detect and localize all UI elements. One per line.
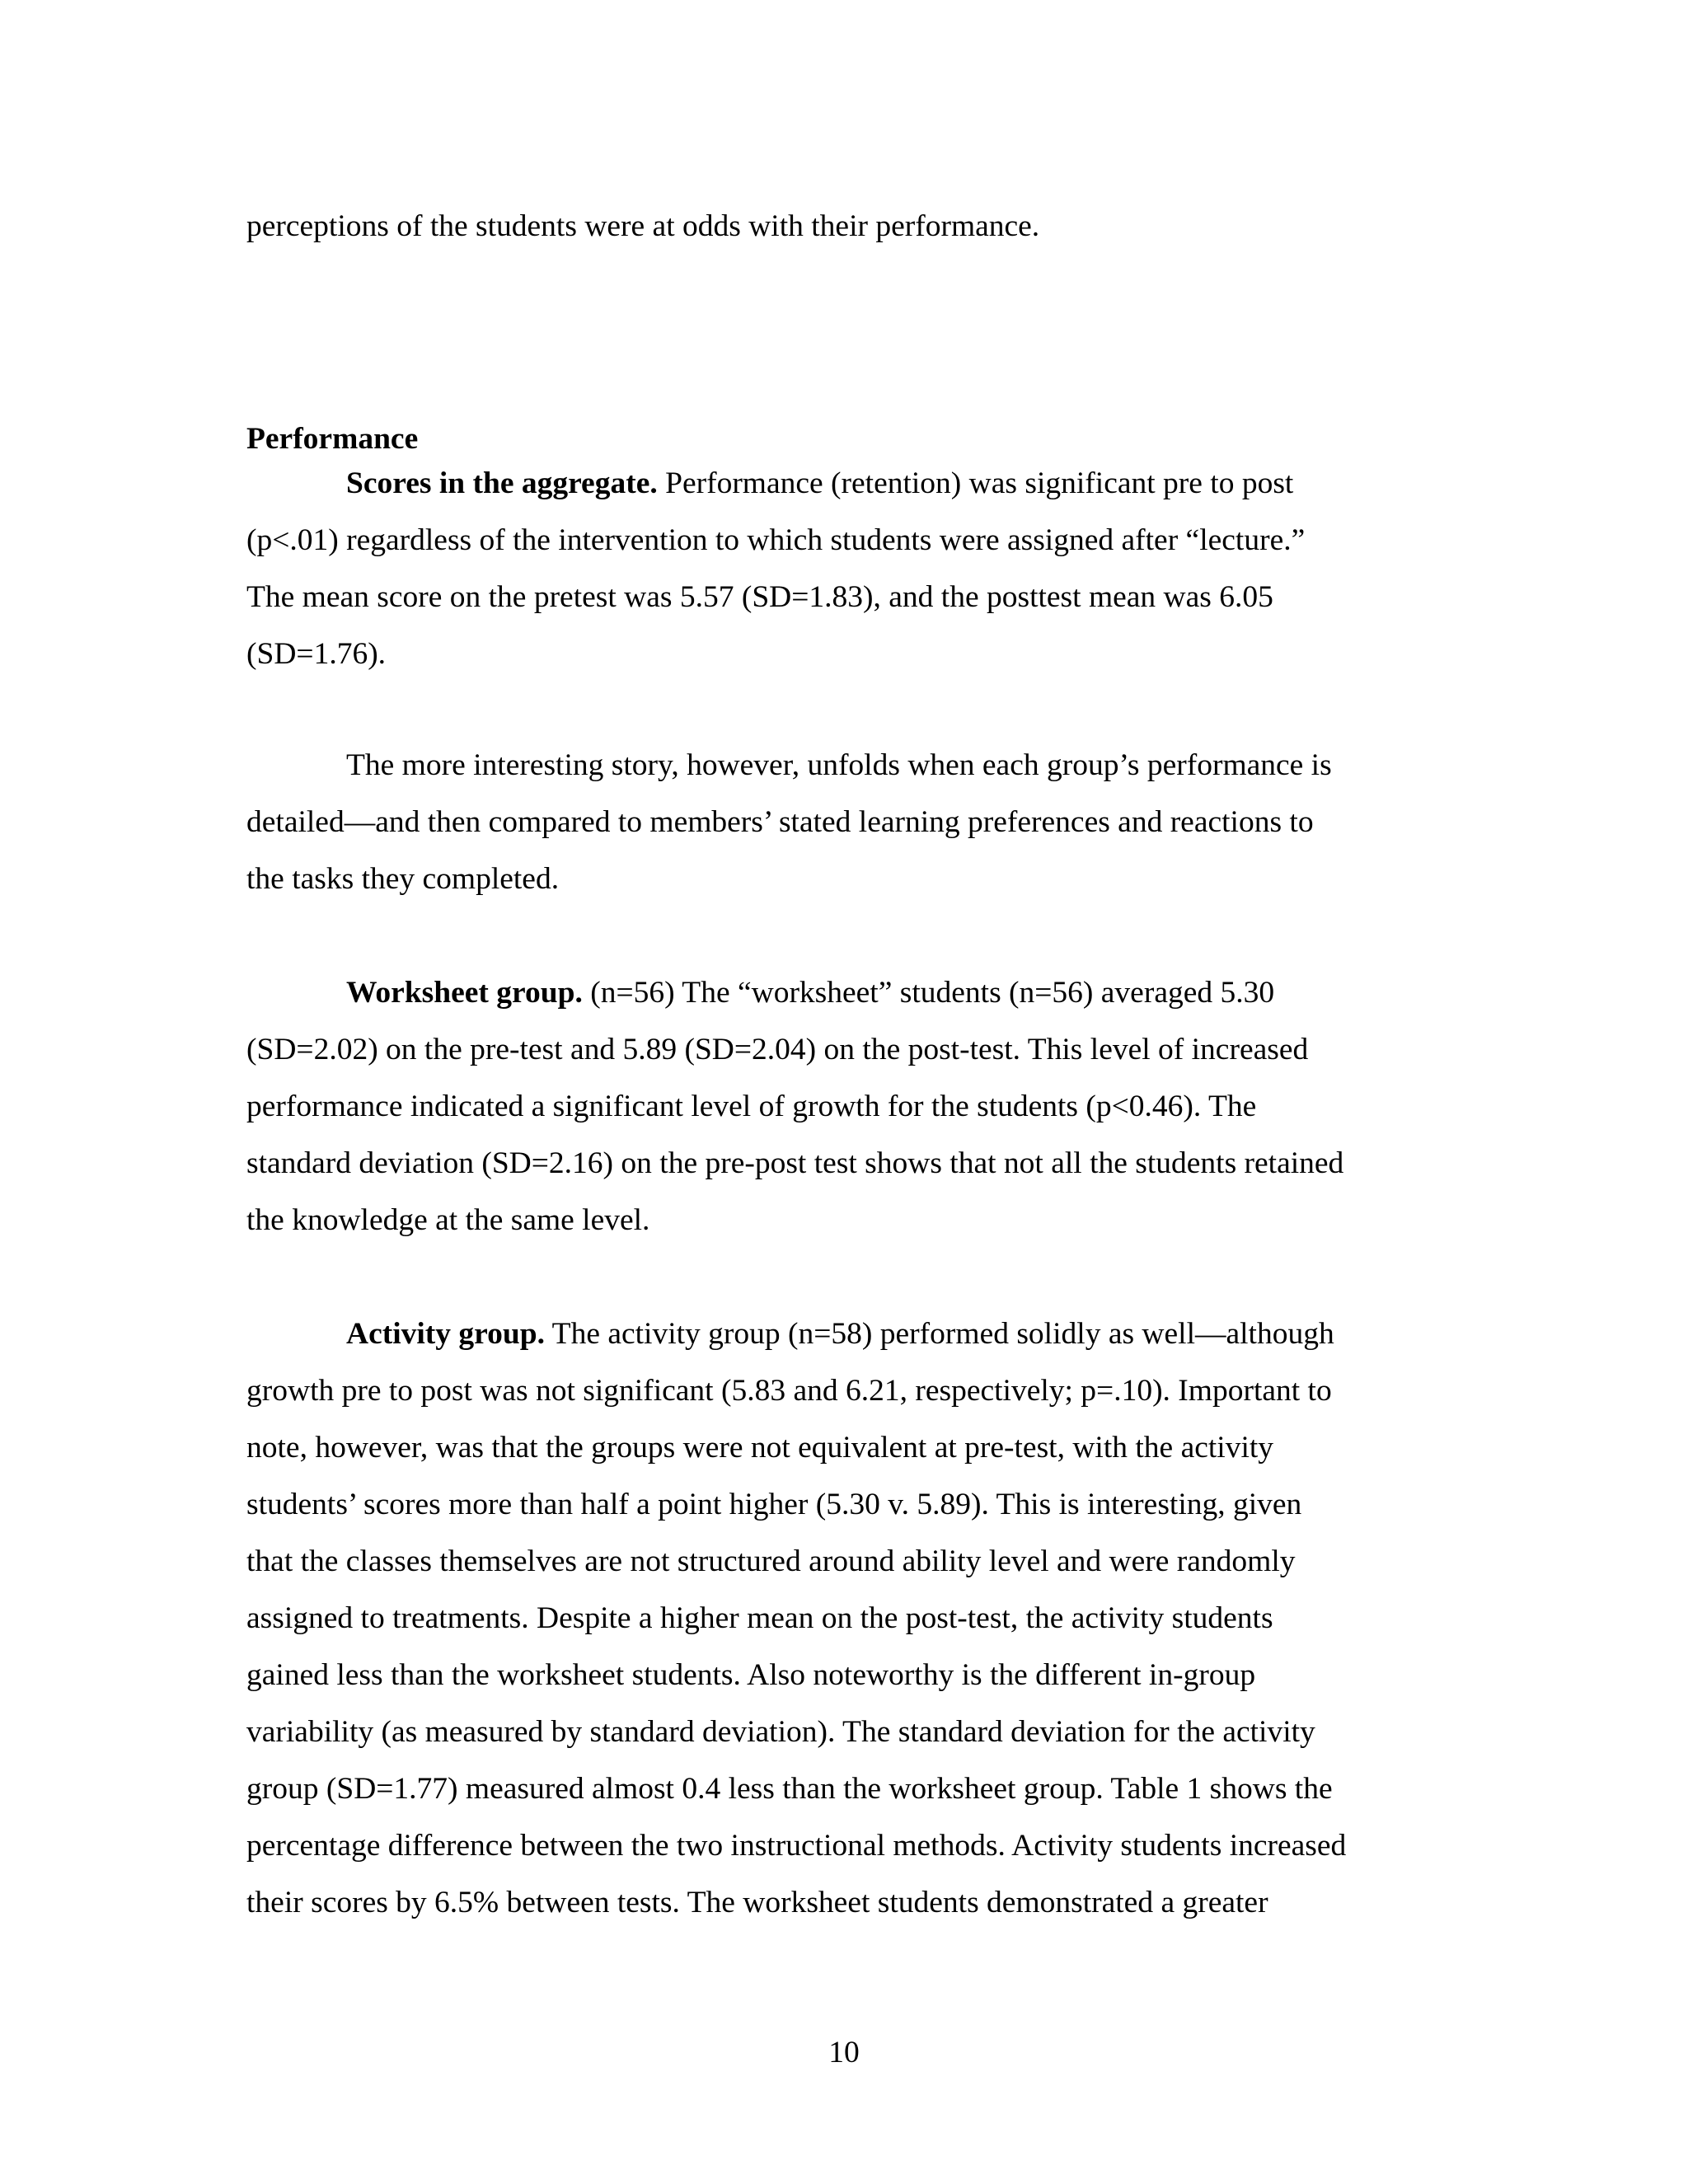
activity-paragraph (246, 1305, 1442, 1931)
paragraph-line: the tasks they completed. (246, 862, 560, 896)
section-heading: Performance (246, 422, 419, 456)
paragraph-line: the knowledge at the same level. (246, 1203, 650, 1237)
paragraph-line: note, however, was that the groups were not equivalent at pre-test, with the activity (246, 1431, 1274, 1465)
subheading-label: Scores in the aggregate. (346, 466, 658, 500)
subheading-label: Activity group. (346, 1317, 545, 1351)
paragraph-line: performance indicated a significant level of growth for the students (p<0.46). The (246, 1090, 1257, 1123)
paragraph-line (246, 964, 1442, 1021)
paragraph-line: assigned to treatments. Despite a higher mean on the post-test, the activity students (246, 1601, 1273, 1635)
paragraph-text: (n=56) The “worksheet” students (n=56) averaged 5.30 (582, 976, 1275, 1010)
paragraph-line: percentage difference between the two instructional methods. Activity students increased (246, 1829, 1347, 1863)
page-number: 10 (828, 2036, 860, 2069)
paragraph-line: (SD=2.02) on the pre-test and 5.89 (SD=2.04) on the post-test. This level of increased (246, 1033, 1309, 1066)
paragraph-line: detailed—and then compared to members’ stated learning preferences and reactions to (246, 805, 1314, 839)
worksheet-paragraph (246, 964, 1442, 1249)
paragraph-line: standard deviation (SD=2.16) on the pre-post test shows that not all the students retained (246, 1146, 1344, 1180)
paragraph-line: that the classes themselves are not structured around ability level and were randomly (246, 1544, 1296, 1578)
subheading-label: Worksheet group. (346, 976, 583, 1010)
paragraph-line: perceptions of the students were at odds with their performance. (246, 209, 1040, 243)
continuation-paragraph (246, 198, 1442, 255)
paragraph-line: their scores by 6.5% between tests. The worksheet students demonstrated a greater (246, 1886, 1268, 1919)
paragraph-line: gained less than the worksheet students. Also noteworthy is the different in-group (246, 1658, 1256, 1692)
paragraph-text: Performance (retention) was significant pre to post (657, 466, 1294, 500)
paragraph-line: The more interesting story, however, unfolds when each group’s performance is (346, 748, 1332, 782)
paragraph-line: The mean score on the pretest was 5.57 (SD=1.83), and the posttest mean was 6.05 (246, 580, 1273, 614)
paragraph-line: students’ scores more than half a point higher (5.30 v. 5.89). This is interesting, given (246, 1488, 1302, 1521)
story-paragraph (246, 737, 1442, 907)
paragraph-line: (p<.01) regardless of the intervention to which students were assigned after “lecture.” (246, 523, 1306, 557)
paragraph-line: variability (as measured by standard deviation). The standard deviation for the activity (246, 1715, 1315, 1749)
paragraph-line (246, 455, 1442, 512)
paragraph-line (246, 1305, 1442, 1362)
paragraph-line: (SD=1.76). (246, 637, 387, 671)
paragraph-line: growth pre to post was not significant (5.83 and 6.21, respectively; p=.10). Important to (246, 1374, 1332, 1408)
paragraph-text: The activity group (n=58) performed solidly as well—although (544, 1317, 1334, 1351)
paragraph-line: group (SD=1.77) measured almost 0.4 less than the worksheet group. Table 1 shows the (246, 1772, 1333, 1806)
aggregate-paragraph (246, 455, 1442, 682)
